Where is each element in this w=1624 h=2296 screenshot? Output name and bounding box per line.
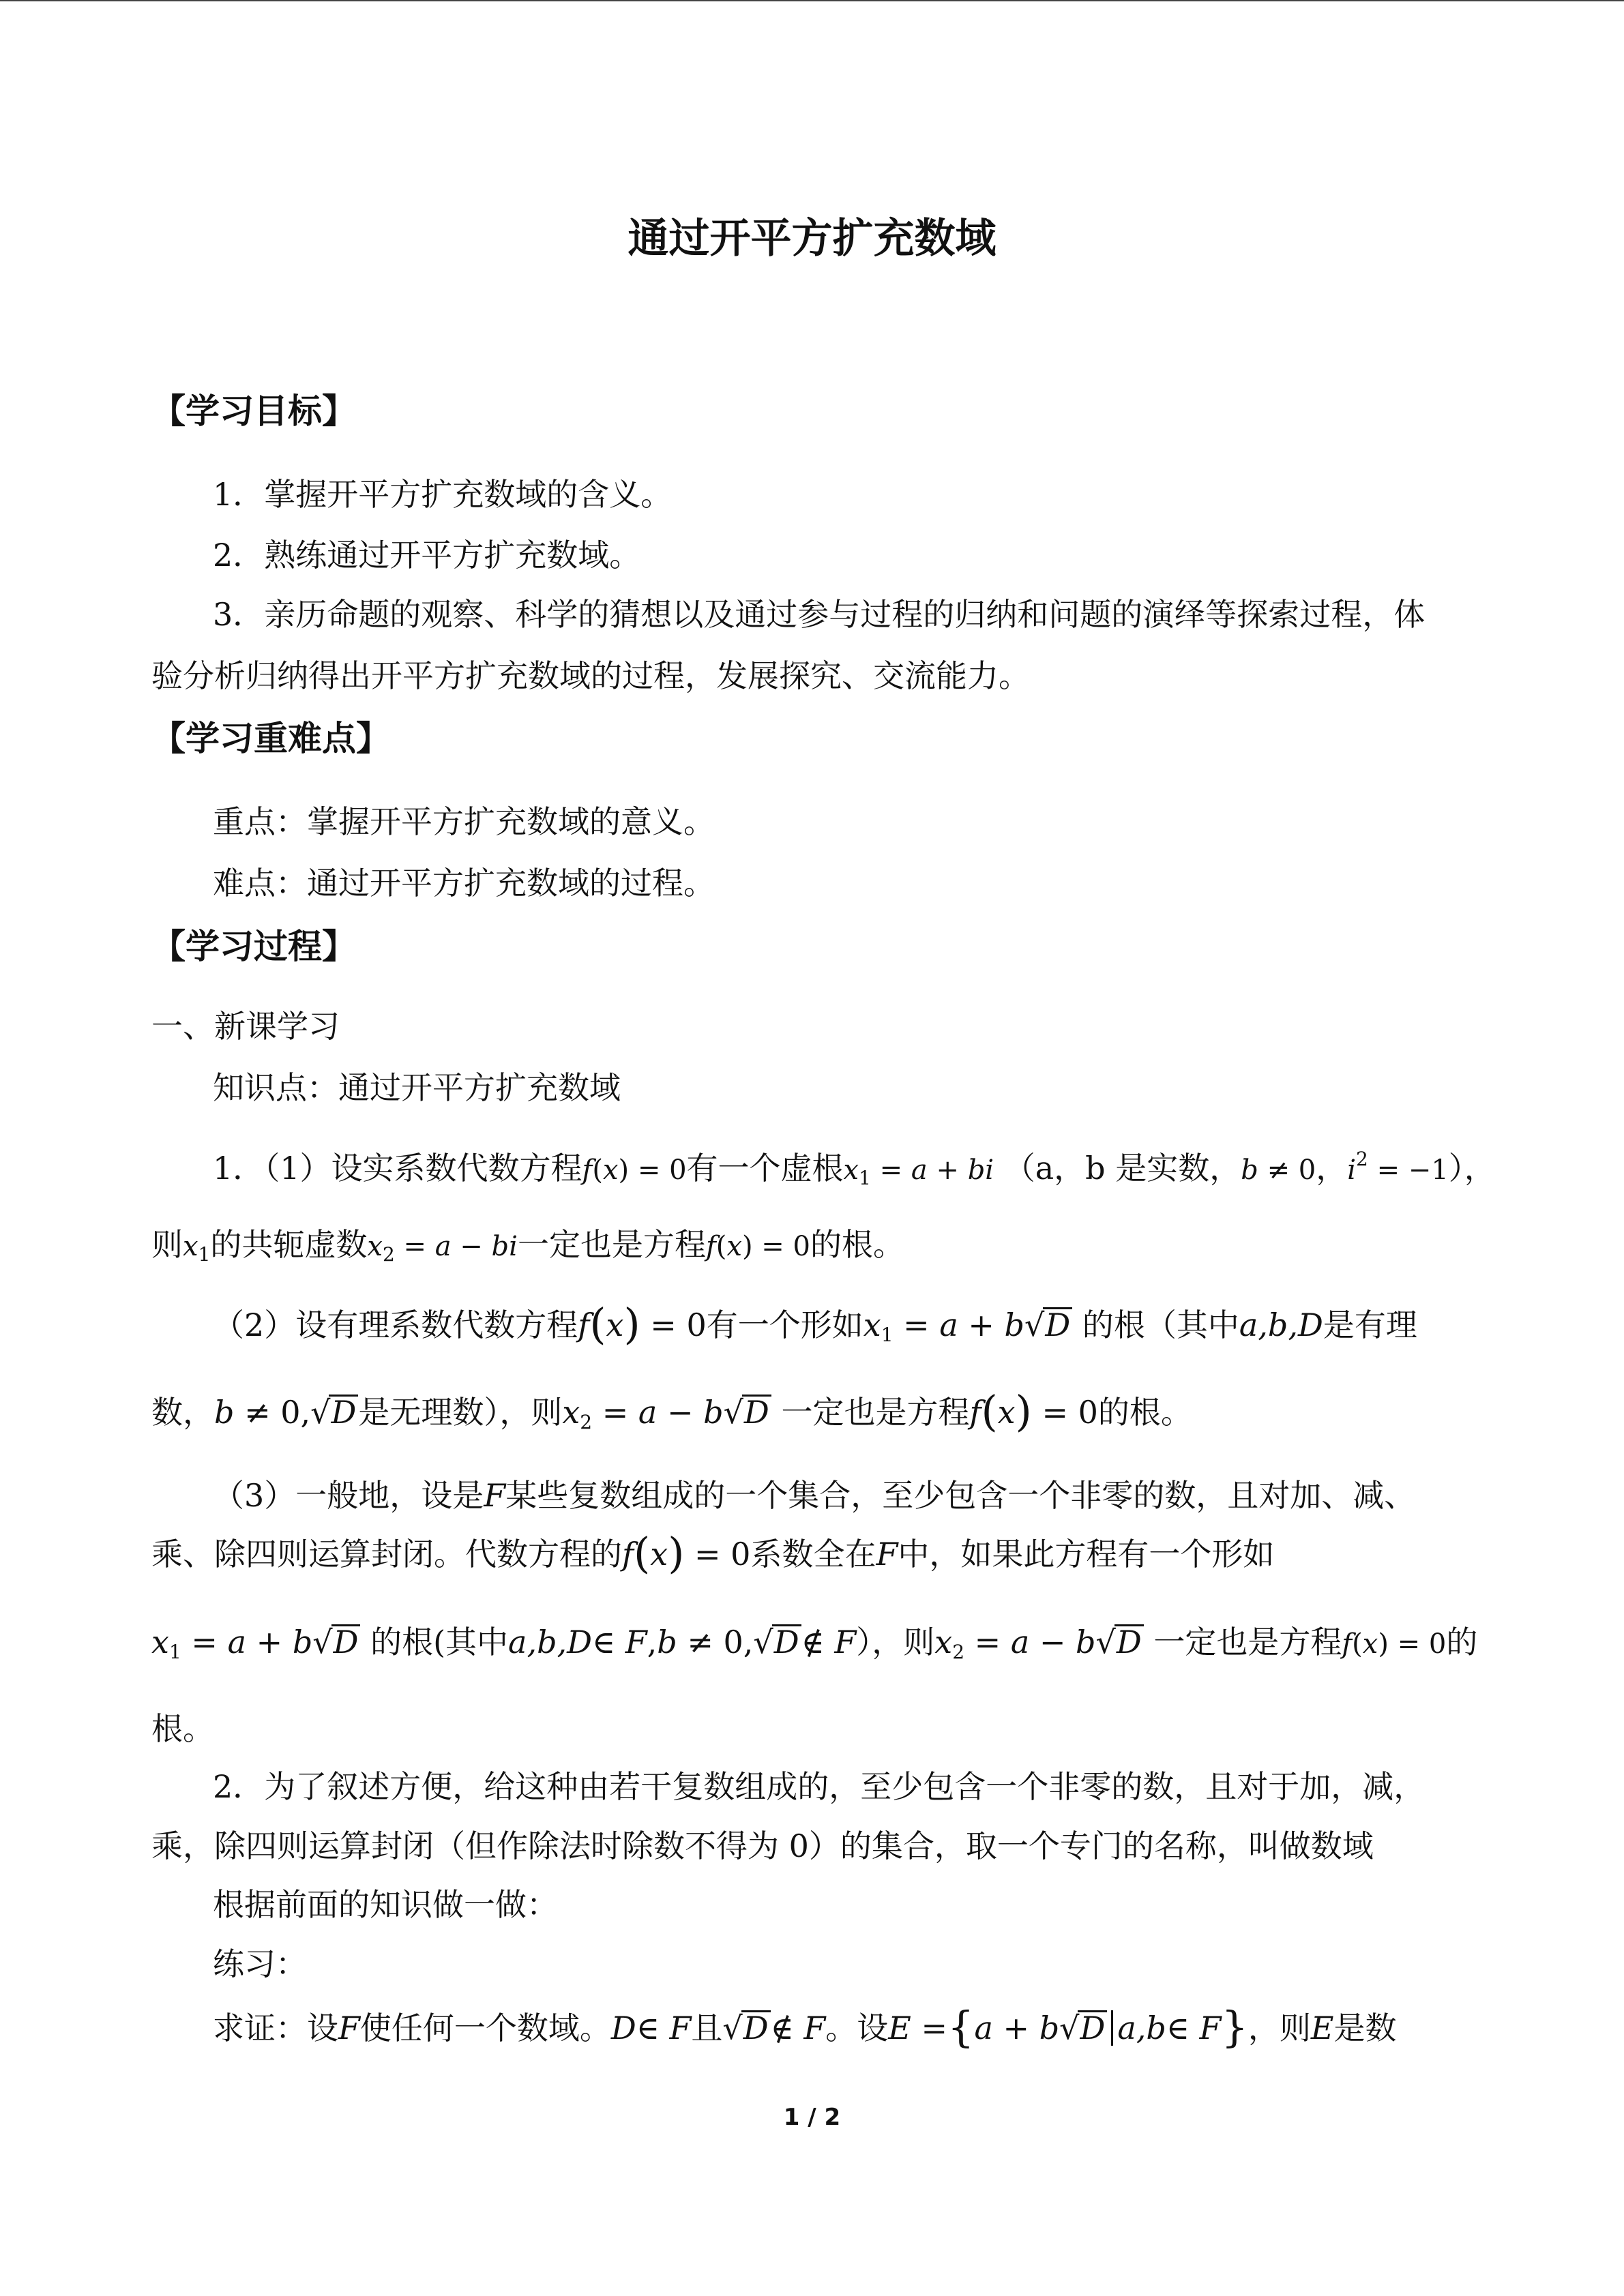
formula-sqrt-d-not-in-f: √D∉ F	[722, 2010, 826, 2046]
objective-3-line2: 验分析归纳得出开平方扩充数域的过程，发展探究、交流能力。	[151, 657, 1030, 694]
formula-b-nonzero: b ≠ 0	[1241, 1154, 1316, 1186]
formula-a-b-d: a,b,D	[1239, 1307, 1323, 1343]
difficulty-point: 难点：通过开平方扩充数域的过程。	[213, 865, 715, 901]
para-3-line1: （3）一般地，设是F某些复数组成的一个集合，至少包含一个非零的数，且对加、减、	[213, 1477, 1416, 1514]
para-4-line1: 2．为了叙述方便，给这种由若干复数组成的，至少包含一个非零的数，且对于加，减，	[213, 1768, 1426, 1805]
formula-fx-eq-0: f(x) = 0	[1342, 1628, 1447, 1660]
formula-d-in-f: D∈ F	[610, 2010, 692, 2046]
top-border	[0, 0, 1624, 1]
formula-fx-eq-0: f(x) = 0	[622, 1528, 751, 1578]
para-3-line4: 根。	[151, 1710, 214, 1747]
objective-3-line1: 3．亲历命题的观察、科学的猜想以及通过参与过程的归纳和问题的演绎等探索过程，体	[213, 596, 1426, 633]
symbol-F: F	[484, 1477, 506, 1514]
symbol-F: F	[876, 1536, 898, 1572]
formula-conditions: a,b,D∈ F,b ≠ 0,√D∉ F	[508, 1624, 857, 1660]
formula-fx-eq-0: f(x) = 0	[705, 1231, 810, 1262]
formula-x2-radical: $x_2 = a - b√D$	[562, 1394, 771, 1431]
para-3-line2: 乘、除四则运算封闭。代数方程的f(x) = 0系数全在F中，如果此方程有一个形如	[151, 1528, 1275, 1578]
formula-x2-radical: $x_2 = a - b√D$	[934, 1624, 1143, 1660]
para-2-line1: （2）设有理系数代数方程f(x) = 0有一个形如$x_1 = a + b√D$ 的根（其中a,b,D是有理	[213, 1299, 1417, 1349]
para-4-line2: 乘，除四则运算封闭（但作除法时除数不得为 0）的集合，取一个专门的名称，叫做数域	[151, 1828, 1374, 1864]
section-key-points: 【学习重难点】	[151, 719, 390, 758]
objective-1: 1．掌握开平方扩充数域的含义。	[213, 476, 673, 513]
page-number: 1 / 2	[783, 2104, 841, 2131]
formula-fx-eq-0: f(x) = 0	[578, 1299, 707, 1349]
symbol-E: E	[1310, 2010, 1334, 2046]
para-3-line3: $x_1 = a + b√D$ 的根(其中a,b,D∈ F,b ≠ 0,√D∉ F），则$x_2 = a - b√D$ 一定也是方程f(x) = 0的	[151, 1624, 1478, 1663]
objective-2: 2．熟练通过开平方扩充数域。	[213, 537, 641, 573]
section-process: 【学习过程】	[151, 927, 356, 966]
formula-x1: $x_1$	[183, 1231, 211, 1266]
symbol-F: F	[338, 2010, 360, 2046]
formula-fx-eq-0: f(x) = 0	[582, 1154, 687, 1186]
formula-set-e: E ={a + b√D a,b∈ F}	[888, 2002, 1248, 2052]
para-2-line2: 数，b ≠ 0,√D是无理数），则$x_2 = a - b√D$ 一定也是方程f(x) = 0的根。	[151, 1386, 1192, 1436]
para-1-line1: 1．（1）设实系数代数方程f(x) = 0有一个虚根$x_1 = a$ + bi （a，b 是实数，b ≠ 0，$i^2 = -1$），	[213, 1148, 1496, 1189]
formula-x1-radical: $x_1 = a + b√D$	[863, 1307, 1072, 1343]
document-title: 通过开平方扩充数域	[628, 215, 996, 263]
para-4-line3: 根据前面的知识做一做：	[213, 1886, 558, 1923]
part-heading: 一、新课学习	[151, 1008, 340, 1045]
para-1-line2: 则$x_1$的共轭虚数$x_2 = a$ − bi一定也是方程f(x) = 0的根。	[151, 1226, 904, 1266]
formula-b-nonzero-sqrt-d: b ≠ 0,√D	[214, 1394, 358, 1431]
section-objectives: 【学习目标】	[151, 391, 356, 431]
proof-statement: 求证：设F使任何一个数域。D∈ F且√D∉ F。设E ={a + b√D a,b∈ F}，则E是数	[213, 2002, 1397, 2052]
knowledge-point: 知识点：通过开平方扩充数域	[213, 1069, 621, 1106]
formula-i-squared: $i^2 = -1$	[1347, 1148, 1449, 1186]
formula-x2-conjugate: $x_2 = a$ − bi	[367, 1231, 518, 1266]
exercise-label: 练习：	[213, 1945, 307, 1982]
formula-x1-radical: $x_1 = a + b√D$	[151, 1624, 360, 1660]
formula-x1-root: $x_1 = a$ + bi	[843, 1154, 994, 1189]
formula-fx-eq-0: f(x) = 0	[969, 1386, 1098, 1436]
focus-point: 重点：掌握开平方扩充数域的意义。	[213, 803, 715, 840]
